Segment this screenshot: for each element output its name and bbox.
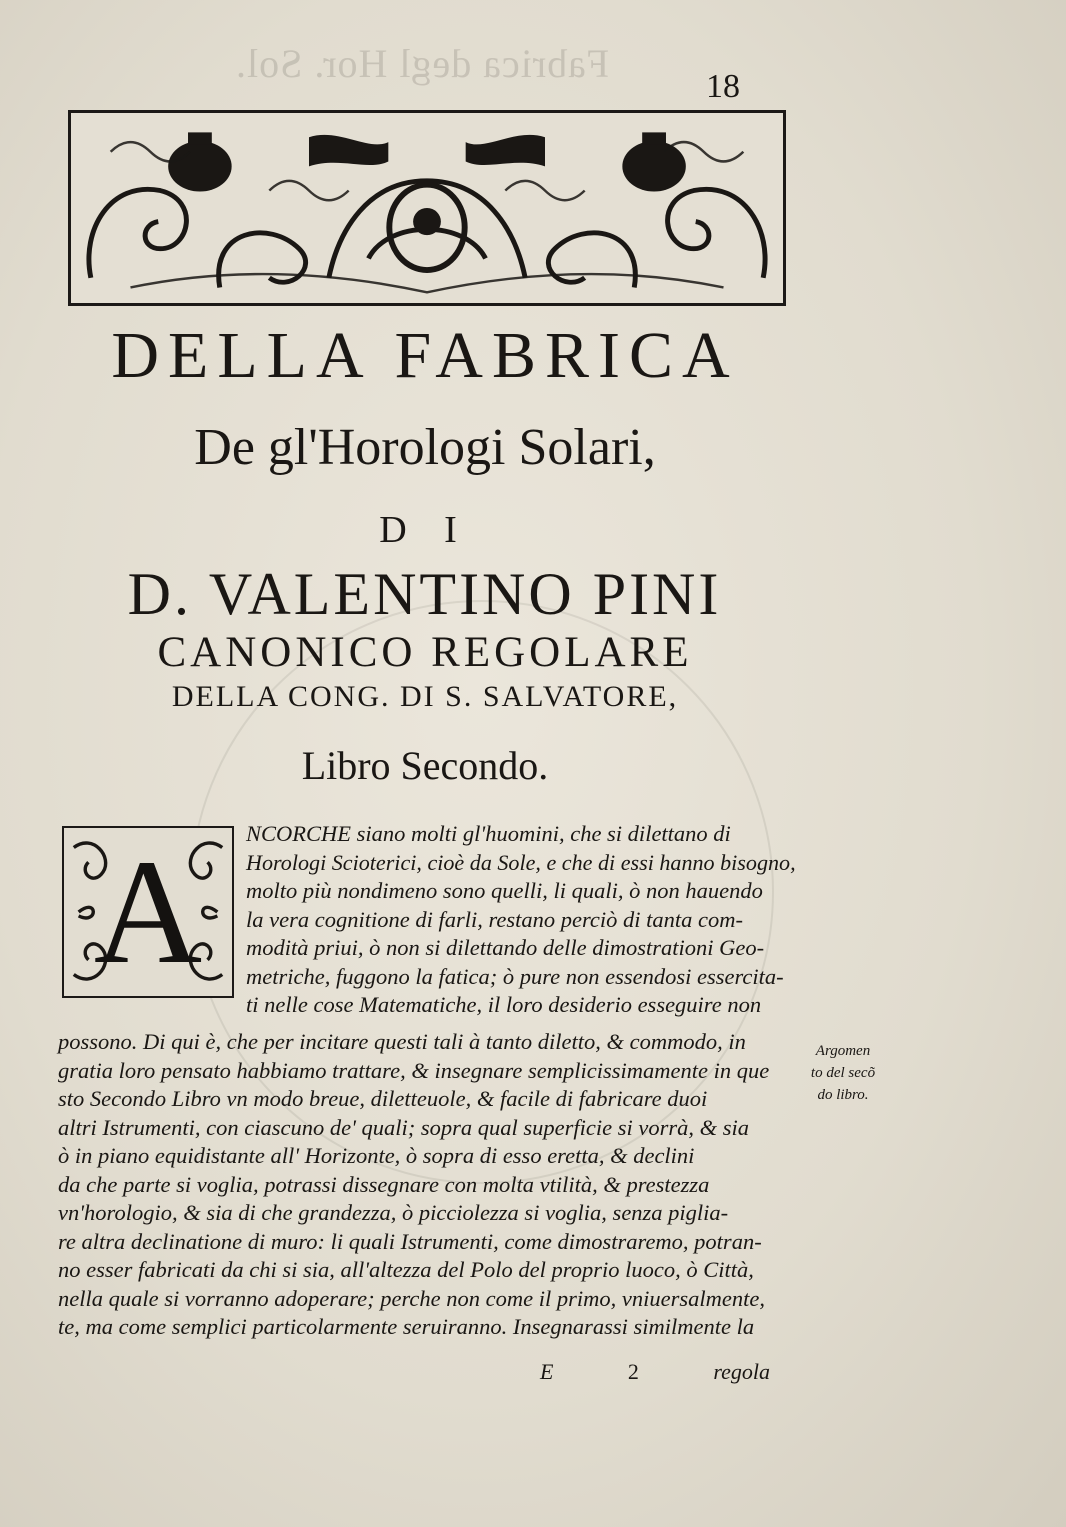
text-line: no esser fabricati da chi si sia, all'altezza del Polo del proprio luoco, ò Città,	[58, 1257, 754, 1282]
text-line: re altra declinatione di muro: li quali Istrumenti, come dimostraremo, potran-	[58, 1228, 762, 1254]
text-line: molto più nondimeno sono quelli, li quali, ò non hauendo	[246, 878, 763, 903]
text-line: ti nelle cose Matematiche, il loro desiderio esseguire non	[246, 992, 762, 1017]
margin-note-line: do libro.	[817, 1087, 869, 1103]
title-author: D. VALENTINO PINI	[127, 561, 722, 627]
title-subtitle: De gl'Horologi Solari,	[194, 419, 656, 476]
signature-number: 2	[627, 1359, 639, 1384]
page-number: 18	[706, 68, 740, 105]
margin-note-line: Argomen	[815, 1043, 871, 1059]
ornamental-headpiece	[68, 110, 786, 306]
text-line: gratia loro pensato habbiamo trattare, & insegnare semplicissimamente in que	[58, 1057, 770, 1083]
text-line: modità priui, ò non si dilettando delle dimostrationi Geo-	[246, 935, 765, 960]
catchword: regola	[713, 1359, 770, 1384]
text-line: sto Secondo Libro vn modo breue, diletteuole, & facile di fabricare duoi	[58, 1086, 708, 1111]
margin-note-line: to del secõ	[810, 1065, 876, 1081]
text-line: la vera cognitione di farli, restano perciò di tanta com-	[246, 906, 744, 932]
text-line: nella quale si vorranno adoperare; perche non come il primo, vniuersalmente,	[58, 1285, 765, 1311]
text-line: ò in piano equidistante all' Horizonte, ò sopra di esso eretta, & declini	[58, 1143, 695, 1168]
text-line: metriche, fuggono la fatica; ò pure non essendosi essercita-	[246, 963, 784, 989]
initial-letter: A	[93, 829, 203, 995]
full-width-paragraph	[58, 1028, 796, 1342]
decorated-initial	[62, 826, 234, 998]
text-line: NCORCHE siano molti gl'huomini, che si dilettano di	[246, 821, 731, 846]
title-role: CANONICO REGOLARE	[157, 629, 693, 676]
bleed-through-text: Fabrica degl Hor. Sol.	[235, 41, 610, 86]
margin-note	[798, 1040, 888, 1106]
title-book: Libro Secondo.	[301, 743, 549, 788]
title-congregation: DELLA CONG. DI S. SALVATORE,	[171, 680, 679, 713]
text-line: vn'horologio, & sia di che grandezza, ò picciolezza si voglia, senza piglia-	[58, 1200, 729, 1225]
title-main: DELLA FABRICA	[111, 319, 739, 392]
text-line: te, ma come semplici particolarmente seruiranno. Insegnarassi similmente la	[58, 1314, 755, 1339]
text-line: da che parte si voglia, potrassi dissegnare con molta vtilità, & prestezza	[58, 1171, 710, 1197]
indented-paragraph	[246, 820, 796, 1020]
catchline	[540, 1359, 770, 1385]
signature-mark: E	[540, 1359, 554, 1384]
text-line: Horologi Scioterici, cioè da Sole, e che di essi hanno bisogno,	[246, 849, 796, 875]
text-line: altri Istrumenti, con ciascuno de' quali; sopra qual superficie si vorrà, & sia	[58, 1114, 750, 1140]
headpiece-ornament-icon	[71, 113, 783, 303]
title-di: D I	[379, 509, 471, 551]
text-line: possono. Di qui è, che per incitare questi tali à tanto diletto, & commodo, in	[58, 1029, 746, 1054]
